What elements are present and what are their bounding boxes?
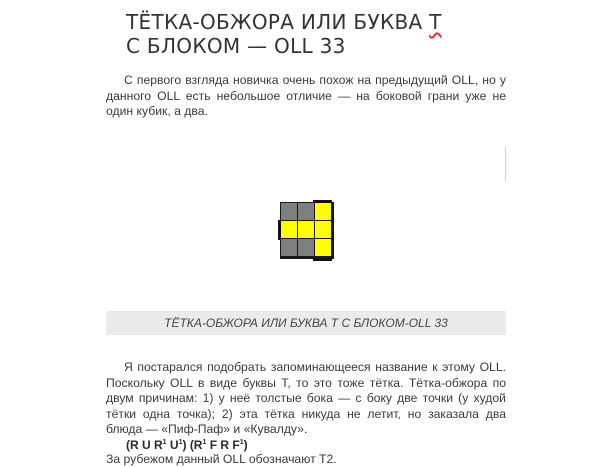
side-sticker-right bbox=[331, 202, 334, 259]
oll-pattern-diagram bbox=[280, 202, 332, 259]
cube-sticker-2-2 bbox=[315, 239, 331, 256]
cube-sticker-2-1 bbox=[298, 239, 314, 256]
cube-sticker-2-0 bbox=[281, 239, 297, 256]
formula-prime: 1 bbox=[178, 439, 183, 446]
text-cursor-line bbox=[505, 147, 506, 181]
formula-part: F R F bbox=[206, 438, 240, 452]
description-paragraph-text: Я постарался подобрать запоминающееся название к этому OLL. Поскольку OLL в виде буквы Т, то это тоже тётка. Тётка-обжора по двум причинам: 1) у неё толстые бока — с боку две точки (у худой тётки одна точка); 2) эта тётка никуда не летит, но заказала два блюда — «Пиф-Паф» и «Кувалду». bbox=[106, 360, 506, 436]
cube-sticker-0-0 bbox=[281, 203, 297, 220]
cube-sticker-0-2 bbox=[315, 203, 331, 220]
formula-part: (R U R bbox=[126, 438, 163, 452]
formula-part: ) (R bbox=[182, 438, 203, 452]
side-sticker-bottom bbox=[313, 258, 332, 261]
figure-caption-text: ТЁТКА-ОБЖОРА ИЛИ БУКВА Т С БЛОКОМ-OLL 33 bbox=[164, 316, 448, 330]
cube-sticker-1-2 bbox=[315, 221, 331, 238]
foreign-notation-line: За рубежом данный OLL обозначают T2. bbox=[106, 452, 337, 466]
algorithm-formula bbox=[126, 436, 248, 452]
intro-paragraph bbox=[106, 73, 506, 120]
side-sticker-top bbox=[313, 200, 332, 203]
cube-sticker-1-0 bbox=[281, 221, 297, 238]
formula-prime: 1 bbox=[202, 439, 207, 446]
formula-prime: 1 bbox=[162, 439, 167, 446]
side-sticker-left bbox=[278, 220, 281, 240]
formula-prime: 1 bbox=[239, 439, 244, 446]
cube-sticker-0-1 bbox=[298, 203, 314, 220]
description-paragraph bbox=[106, 360, 506, 438]
title-line2-text: С БЛОКОМ — OLL 33 bbox=[126, 34, 346, 58]
page-title bbox=[126, 10, 486, 58]
figure-caption bbox=[106, 311, 506, 335]
formula-part: ) bbox=[243, 438, 248, 452]
formula-part: U bbox=[166, 438, 179, 452]
intro-paragraph-text: С первого взгляда новичка очень похож на предыдущий OLL, но у данного OLL есть небольшое отличие — на боковой грани уже не один кубик, а два. bbox=[106, 73, 506, 118]
cube-sticker-1-1 bbox=[298, 221, 314, 238]
title-misspelled-word: Т bbox=[429, 10, 442, 34]
title-line1-text: ТЁТКА-ОБЖОРА ИЛИ БУКВА bbox=[126, 10, 430, 34]
